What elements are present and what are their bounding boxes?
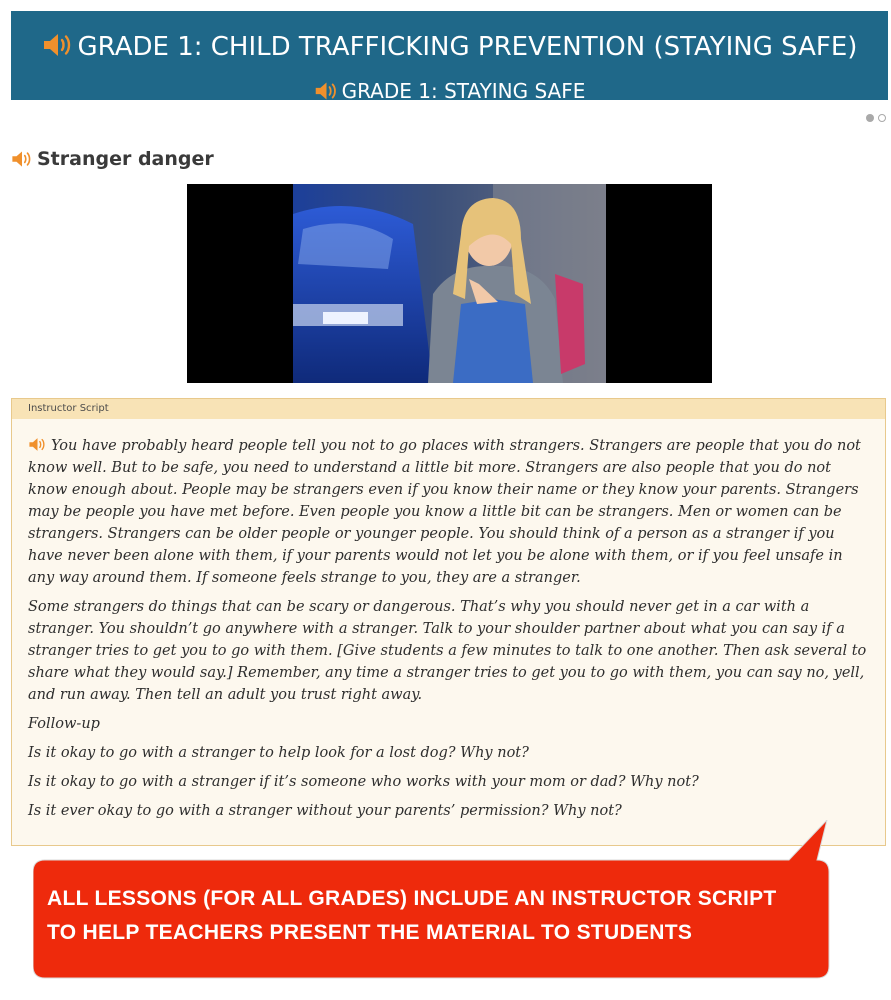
- callout-line: ALL LESSONS (FOR ALL GRADES) INCLUDE AN INSTRUCTOR SCRIPT: [47, 887, 777, 910]
- follow-up-question: Is it ever okay to go with a stranger without your parents’ permission? Why not?: [28, 803, 622, 819]
- callout-banner: [33, 820, 833, 980]
- video-frame-image: [293, 184, 606, 383]
- follow-up-heading: Follow-up: [28, 716, 100, 732]
- section-title: Stranger danger: [37, 148, 214, 170]
- instructor-script-panel: [11, 398, 886, 846]
- script-paragraph: [28, 435, 868, 589]
- script-paragraph: Some strangers do things that can be scary or dangerous. That’s why you should never get in a car with a stranger. You shouldn’t go anywhere with a stranger. Talk to your shoulder partner about what you can say if a stranger tries to get you to go with them. [Give students a few minutes to talk to one another. Then ask several to share what they would say.] Remember, any time a stranger tries to get you to go with them, you can say no, yell, and run away. Then tell an adult you trust right away.: [28, 599, 867, 703]
- speaker-icon[interactable]: [11, 150, 33, 168]
- carousel-dot[interactable]: [878, 114, 886, 122]
- speaker-icon[interactable]: [42, 32, 74, 58]
- script-text: You have probably heard people tell you not to go places with strangers. Strangers are people that you do not know well. But to be safe, you need to understand a little bit more. Strangers are also people that you do not know enough about. People may be strangers even if you know their name or they know your parents. Strangers may be people you have met before. Even people you know a little bit can be strangers. Men or women can be strangers. Strangers can be older people or younger people. You should think of a person as a stranger if you have never been alone with them, if your parents would not let you be alone with them, or if you feel unsafe in any way around them. If someone feels strange to you, they are a stranger.: [28, 438, 861, 586]
- speaker-icon[interactable]: [314, 81, 339, 101]
- follow-up-question: Is it okay to go with a stranger to help look for a lost dog? Why not?: [28, 745, 529, 761]
- lesson-title: GRADE 1: CHILD TRAFFICKING PREVENTION (STAYING SAFE): [77, 32, 858, 62]
- callout-text: [47, 882, 817, 950]
- lesson-header: [11, 11, 888, 103]
- carousel-dot-active[interactable]: [866, 114, 874, 122]
- speaker-icon[interactable]: [28, 437, 47, 452]
- lesson-subtitle: GRADE 1: STAYING SAFE: [341, 79, 586, 103]
- callout-line: TO HELP TEACHERS PRESENT THE MATERIAL TO STUDENTS: [47, 921, 693, 944]
- follow-up-question: Is it okay to go with a stranger if it’s someone who works with your mom or dad? Why not?: [28, 774, 699, 790]
- instructor-script-body: [28, 435, 868, 829]
- instructor-script-label: Instructor Script: [12, 399, 885, 419]
- lesson-subtitle-row: [11, 77, 888, 105]
- lesson-title-row: [11, 29, 888, 65]
- section-heading: [11, 146, 214, 172]
- video-player[interactable]: [187, 184, 712, 383]
- carousel-pagination: [866, 114, 890, 124]
